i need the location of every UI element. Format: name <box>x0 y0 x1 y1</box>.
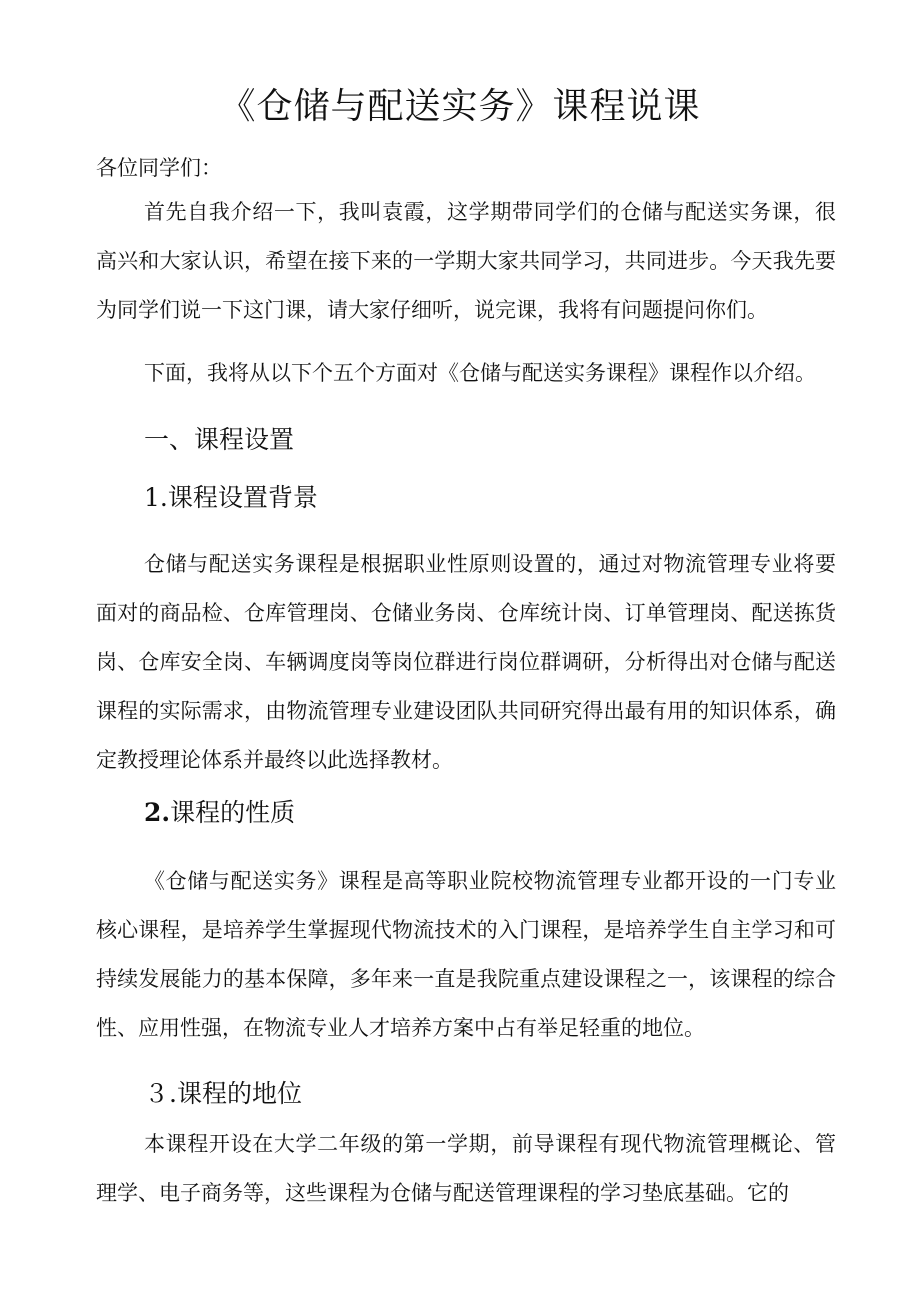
document-title: 《仓储与配送实务》课程说课 <box>219 86 701 127</box>
subsection-heading-3: ３.课程的地位 <box>144 1079 302 1108</box>
overview-paragraph: 下面，我将从以下个五个方面对《仓储与配送实务课程》课程作以介绍。 <box>144 361 816 385</box>
subsection-3-paragraph: 本课程开设在大学二年级的第一学期，前导课程有现代物流管理概论、管理学、电子商务等，这些课程为仓储与配送管理课程的学习垫底基础。它的 <box>96 1132 836 1205</box>
subsection-2-number: 2. <box>144 798 171 827</box>
section-heading-1: 一、课程设置 <box>144 425 295 454</box>
subsection-heading-1: 1.课程设置背景 <box>144 483 318 512</box>
subsection-2-paragraph: 《仓储与配送实务》课程是高等职业院校物流管理专业都开设的一门专业核心课程，是培养学生掌握现代物流技术的入门课程，是培养学生自主学习和可持续发展能力的基本保障，多年来一直是我院重点建设课程之一，该课程的综合性、应用性强，在物流专业人才培养方案中占有举足轻重的地位。 <box>96 869 836 1040</box>
subsection-1-paragraph: 仓储与配送实务课程是根据职业性原则设置的，通过对物流管理专业将要面对的商品检、仓库管理岗、仓储业务岗、仓库统计岗、订单管理岗、配送拣货岗、仓库安全岗、车辆调度岗等岗位群进行岗位群调研，分析得出对仓储与配送课程的实际需求，由物流管理专业建设团队共同研究得出最有用的知识体系，确定教授理论体系并最终以此选择教材。 <box>96 552 836 772</box>
greeting: 各位同学们： <box>96 156 222 180</box>
subsection-2-title: 课程的性质 <box>170 798 296 827</box>
subsection-heading-2 <box>144 793 295 829</box>
intro-paragraph: 首先自我介绍一下，我叫袁霞，这学期带同学们的仓储与配送实务课，很高兴和大家认识，希望在接下来的一学期大家共同学习，共同进步。今天我先要为同学们说一下这门课，请大家仔细听，说完课，我将有问题提问你们。 <box>96 200 836 322</box>
